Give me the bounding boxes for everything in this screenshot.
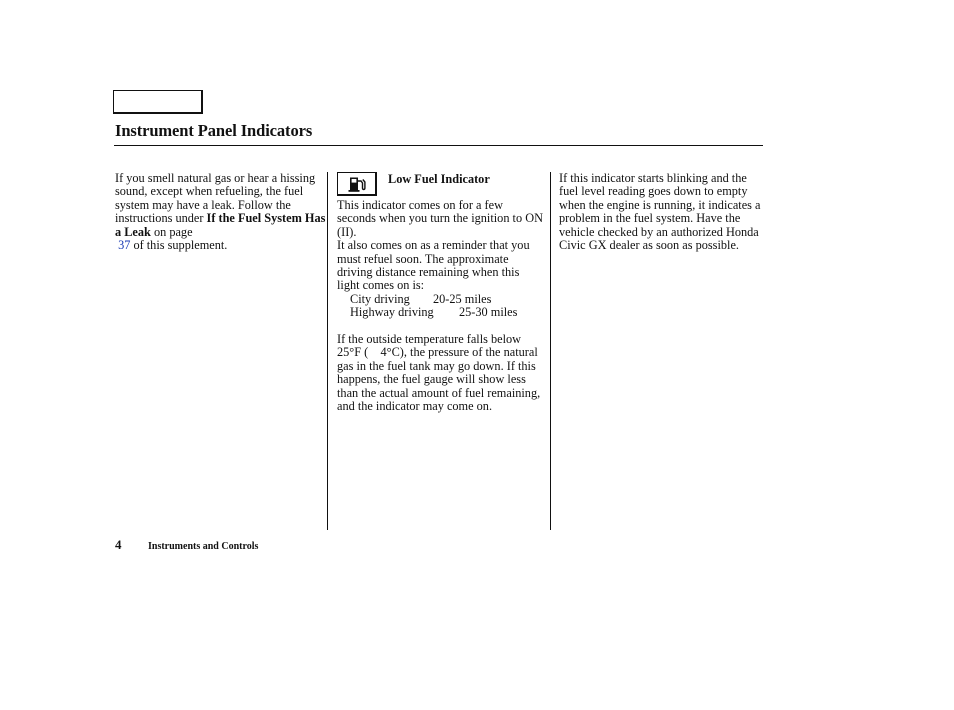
gas-leak-text: If you smell natural gas or hear a hissing sound, except when refueling, the fuel system may have a leak. Follow the instructions under <box>115 171 316 226</box>
temperature-paragraph: If the outside temperature falls below 25°F ( 4°C), the pressure of the natural gas in the fuel tank may go down. If this happens, the fuel gauge will show less than the actual amount of fuel remaining, and the indicator may come on. <box>337 332 541 414</box>
highway-driving-value: 25-30 miles <box>459 305 518 320</box>
title-rule <box>114 145 763 146</box>
gas-leak-column <box>115 172 327 252</box>
city-driving-label: City driving <box>350 291 410 306</box>
gas-leak-paragraph <box>115 172 327 252</box>
city-driving-value: 20-25 miles <box>433 291 492 306</box>
section-name: Instruments and Controls <box>148 541 259 552</box>
navigation-box[interactable] <box>113 90 203 114</box>
column-divider <box>550 172 551 530</box>
fuel-pump-icon <box>337 172 377 196</box>
low-fuel-column <box>337 199 543 413</box>
blinking-paragraph: If this indicator starts blinking and the fuel level reading goes down to empty when the engine is running, it indicates a problem in the fuel system. Have the vehicle checked by an authorized Honda Civic GX dealer as soon as possible. <box>559 171 761 253</box>
page-number: 4 <box>115 537 122 552</box>
ignition-paragraph: This indicator comes on for a few seconds when you turn the ignition to ON (II). <box>337 198 543 239</box>
refuel-reminder-paragraph: It also comes on as a reminder that you must refuel soon. The approximate driving distance remaining when this light comes on is: <box>337 238 530 293</box>
page-title: Instrument Panel Indicators <box>115 121 313 140</box>
highway-driving-label: Highway driving <box>350 305 434 320</box>
page-37-link[interactable]: 37 <box>118 238 131 253</box>
column-divider <box>327 172 328 530</box>
blinking-indicator-column <box>559 172 769 252</box>
indicator-title: Low Fuel Indicator <box>388 172 490 186</box>
on-page-text: on page <box>150 224 193 239</box>
leak-section-reference: If the Fuel System Has a Leak <box>115 211 326 239</box>
supplement-text: of this supplement. <box>130 238 228 253</box>
highway-driving-row <box>337 306 543 319</box>
city-driving-row <box>337 293 543 306</box>
